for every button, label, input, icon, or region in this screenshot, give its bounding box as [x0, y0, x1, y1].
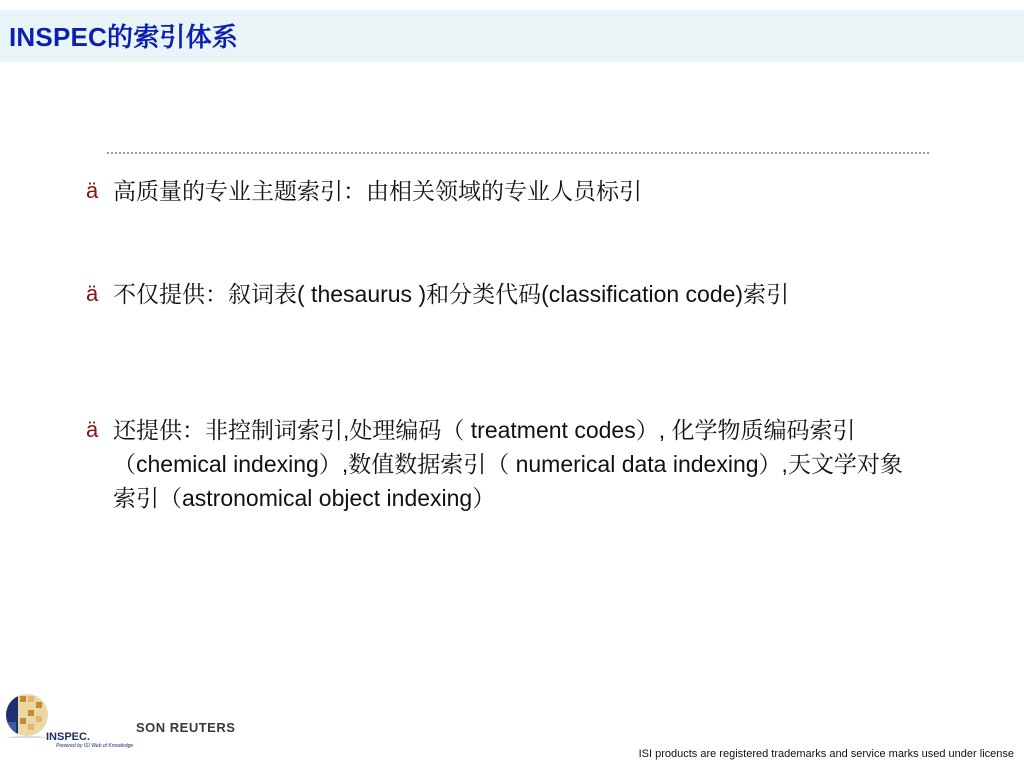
page-title: INSPEC的索引体系	[9, 22, 239, 52]
reuters-logo-text: SON REUTERS	[136, 720, 236, 735]
bullet-marker: ä	[86, 417, 99, 442]
bullet-text-thesaurus: 不仅提供：叙词表( thesaurus )和分类代码(classification code)索引	[113, 281, 790, 307]
inspec-logo-text: INSPEC.	[46, 731, 91, 743]
bullet-marker: ä	[86, 281, 99, 306]
trademark-footer: ISI products are registered trademarks and service marks used under license	[638, 748, 1014, 760]
powered-by-text: Powered by ISI Web of Knowledge	[56, 743, 134, 749]
bullet-text-subject-indexing: 高质量的专业主题索引：由相关领域的专业人员标引	[113, 178, 642, 204]
dotted-divider	[107, 152, 929, 154]
globe-logo-icon	[4, 692, 50, 738]
bullet-marker: ä	[86, 178, 99, 203]
logo-area	[0, 686, 240, 768]
bullet-text-additional-indexing: 还提供：非控制词索引,处理编码（ treatment codes）, 化学物质编码索引（chemical indexing）,数值数据索引（ numerical data indexing）,天文学对象索引（astronomical object indexing）	[113, 417, 903, 511]
